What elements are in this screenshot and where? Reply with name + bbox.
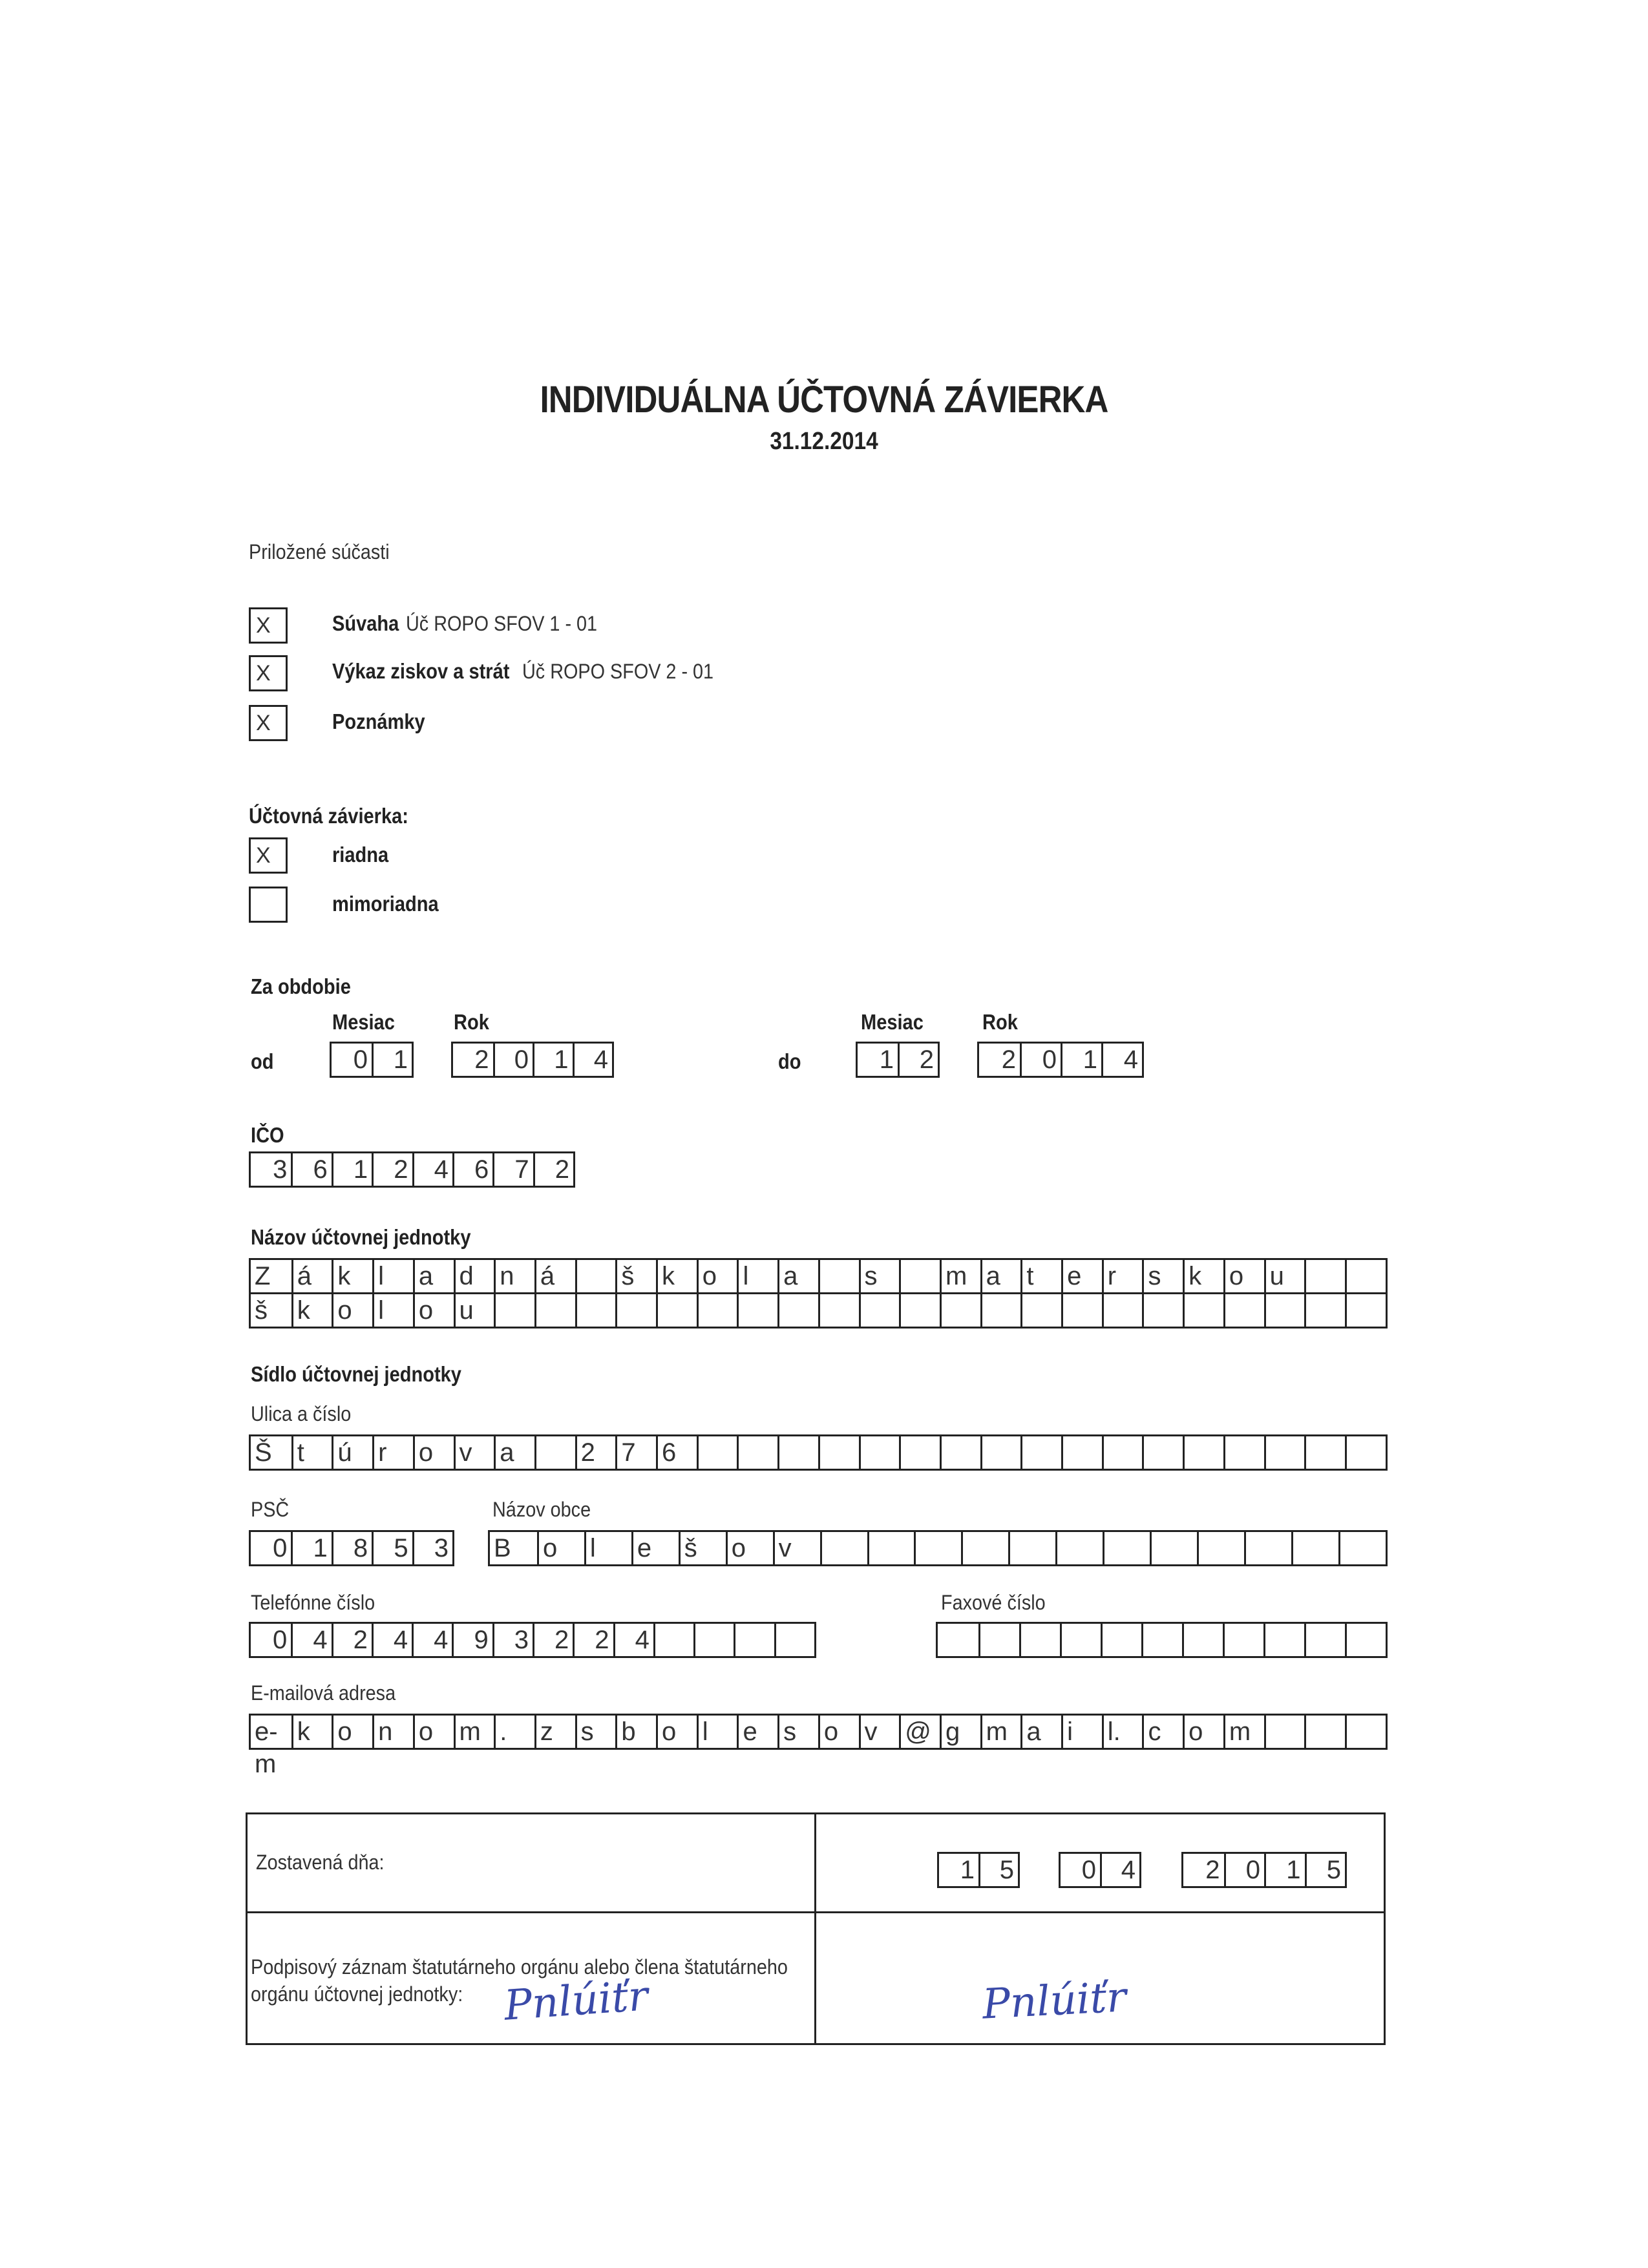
char-cell: ú [332,1436,372,1469]
char-cell [1103,1532,1150,1564]
from-month-field[interactable] [330,1042,414,1078]
document-date: 31.12.2014 [770,428,878,455]
attachment-vykaz [332,659,735,684]
street-field[interactable] [249,1434,1388,1471]
char-cell [1060,1624,1101,1656]
char-cell [734,1624,774,1656]
char-cell: 0 [273,1626,288,1654]
char-cell: a [1020,1716,1061,1748]
char-cell: n [494,1260,534,1292]
char-cell: e [631,1532,679,1564]
char-cell [1291,1532,1338,1564]
char-cell [653,1624,693,1656]
char-cell [859,1294,900,1327]
char-cell: m [1223,1716,1264,1748]
char-cell: l [372,1260,413,1292]
char-cell: s [1142,1260,1183,1292]
char-cell: t [1020,1260,1061,1292]
char-cell [899,1436,940,1469]
char-cell [1304,1260,1345,1292]
char-cell: 8 [332,1532,372,1564]
char-cell: 1 [1264,1854,1305,1886]
char-cell [774,1624,814,1656]
fax-field[interactable] [936,1622,1388,1658]
char-cell: 1 [1061,1044,1101,1076]
char-cell: 6 [452,1153,492,1186]
char-cell: a [494,1436,534,1469]
char-cell: 6 [291,1153,331,1186]
char-cell: z [534,1716,575,1748]
char-cell [1183,1436,1223,1469]
char-cell [534,1294,575,1327]
char-cell: 2 [1205,1856,1220,1884]
char-cell: 0 [1224,1854,1265,1886]
checkbox-vykaz[interactable]: X [249,655,288,691]
street-label: Ulica a číslo [251,1402,352,1425]
attachment-code: Úč ROPO SFOV 2 - 01 [522,660,714,683]
char-cell: r [1102,1260,1143,1292]
char-cell: m [980,1716,1021,1748]
char-cell [737,1436,777,1469]
char-cell [914,1532,961,1564]
char-cell: v [454,1436,494,1469]
char-cell: m [454,1716,494,1748]
char-cell: 2 [332,1624,372,1656]
char-cell: l [372,1294,413,1327]
char-cell: Š [255,1438,272,1467]
char-cell: 0 [1020,1044,1061,1076]
to-year-field[interactable] [977,1042,1144,1078]
char-cell: o [413,1294,454,1327]
signature-2: Pnlúiťr [981,1973,1128,2029]
char-cell [1264,1436,1305,1469]
char-cell [1345,1260,1386,1292]
char-cell: 3 [412,1532,452,1564]
char-cell: a [777,1260,818,1292]
char-cell: r [372,1436,413,1469]
char-cell [1101,1624,1141,1656]
char-cell [1142,1436,1183,1469]
char-cell: g [940,1716,980,1748]
city-field[interactable] [488,1530,1388,1566]
char-cell: d [454,1260,494,1292]
char-cell: š [615,1260,656,1292]
char-cell: l [697,1716,737,1748]
char-cell [1304,1436,1345,1469]
to-month-field[interactable] [856,1042,940,1078]
char-cell [1264,1294,1305,1327]
char-cell [1183,1294,1223,1327]
char-cell: á [291,1260,332,1292]
char-cell [1142,1294,1183,1327]
attachment-code: Úč ROPO SFOV 1 - 01 [405,612,597,635]
char-cell [820,1532,867,1564]
char-cell: k [1183,1260,1223,1292]
char-cell: o [413,1436,454,1469]
char-cell: 4 [613,1624,653,1656]
char-cell: 5 [372,1532,412,1564]
phone-label: Telefónne číslo [251,1591,375,1614]
char-cell [1019,1624,1060,1656]
char-cell: 2 [474,1045,489,1074]
char-cell: 5 [1305,1854,1346,1886]
char-cell [1020,1436,1061,1469]
char-cell: 3 [492,1624,533,1656]
unit-name-row-2[interactable] [249,1292,1388,1328]
psc-label: PSČ [251,1498,290,1521]
char-cell: 4 [412,1624,452,1656]
char-cell: k [332,1260,372,1292]
char-cell [697,1294,737,1327]
char-cell: 1 [291,1532,331,1564]
char-cell: 1 [533,1044,573,1076]
to-year-label: Rok [982,1010,1018,1034]
char-cell: 2 [533,1624,573,1656]
char-cell: 6 [656,1436,697,1469]
char-cell: e [737,1716,777,1748]
char-cell [1263,1624,1304,1656]
compiled-month-field[interactable] [1059,1852,1141,1888]
char-cell [818,1294,859,1327]
char-cell [867,1532,914,1564]
char-cell [575,1260,616,1292]
char-cell: 1 [332,1153,372,1186]
attachments-label: Priložené súčasti [249,540,390,563]
char-cell: s [777,1716,818,1748]
char-cell: 2 [575,1436,616,1469]
char-cell [737,1294,777,1327]
char-cell [1304,1624,1345,1656]
attachment-suvaha [332,611,618,636]
char-cell [899,1260,940,1292]
email-field[interactable] [249,1714,1388,1778]
signature-label-line-1: Podpisový záznam štatutárneho orgánu alebo člena štatutárneho [251,1955,788,1979]
char-cell [1223,1294,1264,1327]
char-cell: m [940,1260,980,1292]
from-label: od [251,1049,274,1073]
char-cell: k [291,1716,332,1748]
char-cell: 1 [960,1856,975,1884]
char-cell [980,1436,1021,1469]
char-cell [615,1294,656,1327]
char-cell: a [413,1260,454,1292]
signature-label-line-2: orgánu účtovnej jednotky: [251,1982,463,2006]
char-cell: 2 [533,1153,573,1186]
to-label: do [778,1049,801,1073]
char-cell: c [1142,1716,1183,1748]
char-cell: @ [899,1716,940,1748]
char-cell: 1 [372,1044,412,1076]
char-cell [938,1624,978,1656]
char-cell: o [413,1716,454,1748]
char-cell: o [1183,1716,1223,1748]
char-cell [1150,1532,1197,1564]
char-cell: o [818,1716,859,1748]
char-cell [1020,1294,1061,1327]
char-cell [1061,1294,1102,1327]
char-cell [1345,1716,1386,1748]
ico-label: IČO [251,1123,284,1147]
char-cell [1055,1532,1103,1564]
char-cell: e-m [255,1717,278,1778]
char-cell: š [255,1296,268,1325]
char-cell: l [737,1260,777,1292]
char-cell [494,1294,534,1327]
char-cell [1197,1532,1244,1564]
char-cell: k [291,1294,332,1327]
char-cell [1304,1716,1345,1748]
phone-field[interactable] [249,1622,816,1658]
char-cell [818,1436,859,1469]
char-cell: 4 [412,1153,452,1186]
char-cell: 7 [615,1436,656,1469]
char-cell [961,1532,1008,1564]
char-cell: 9 [452,1624,492,1656]
char-cell: l [584,1532,631,1564]
char-cell [1345,1436,1386,1469]
char-cell: o [1223,1260,1264,1292]
char-cell: a [980,1260,1021,1292]
char-cell [1102,1436,1143,1469]
char-cell: v [859,1716,900,1748]
char-cell [693,1624,734,1656]
option-riadna-label: riadna [332,843,389,866]
char-cell: o [537,1532,584,1564]
char-cell: 4 [1101,1044,1142,1076]
document-title: INDIVIDUÁLNA ÚČTOVNÁ ZÁVIERKA [540,379,1108,421]
char-cell: t [291,1436,332,1469]
statement-type-label: Účtovná závierka: [249,804,408,828]
char-cell: s [859,1260,900,1292]
char-cell: o [726,1532,773,1564]
ico-field[interactable] [249,1151,575,1188]
checkbox-riadna[interactable]: X [249,837,288,874]
char-cell: 0 [1081,1856,1096,1884]
char-cell: u [1264,1260,1305,1292]
char-cell [818,1260,859,1292]
from-month-label: Mesiac [332,1010,395,1034]
char-cell: 7 [492,1153,533,1186]
char-cell: 2 [573,1624,613,1656]
char-cell [1345,1624,1386,1656]
signature-1: Pnlúiťr [502,1972,650,2030]
attachment-name: Výkaz ziskov a strát [332,659,510,683]
char-cell: . [494,1716,534,1748]
psc-field[interactable] [249,1530,454,1566]
char-cell: 2 [1001,1045,1016,1074]
char-cell [1264,1716,1305,1748]
fax-label: Faxové číslo [941,1591,1046,1614]
char-cell: Z [255,1262,271,1290]
char-cell: 4 [291,1624,331,1656]
char-cell: š [679,1532,726,1564]
attachment-poznamky: Poznámky [332,709,425,733]
char-cell: 2 [898,1044,938,1076]
char-cell: b [615,1716,656,1748]
char-cell: n [372,1716,413,1748]
checkbox-poznamky[interactable]: X [249,705,288,741]
char-cell [940,1436,980,1469]
char-cell: l. [1102,1716,1143,1748]
char-cell [899,1294,940,1327]
char-cell: 2 [372,1153,412,1186]
char-cell [777,1294,818,1327]
period-label: Za obdobie [251,974,351,998]
char-cell [978,1624,1019,1656]
char-cell [1102,1294,1143,1327]
compiled-year-field[interactable] [1181,1852,1347,1888]
checkbox-suvaha[interactable]: X [249,607,288,644]
char-cell: 0 [353,1045,368,1074]
char-cell: 4 [372,1624,412,1656]
char-cell [575,1294,616,1327]
char-cell: o [697,1260,737,1292]
char-cell [1304,1294,1345,1327]
char-cell [1061,1436,1102,1469]
checkbox-mimoriadna[interactable] [249,887,288,923]
char-cell [1223,1624,1263,1656]
char-cell: B [494,1534,511,1562]
from-year-label: Rok [454,1010,489,1034]
char-cell: 4 [573,1044,613,1076]
char-cell: 1 [879,1045,894,1074]
char-cell: s [575,1716,616,1748]
char-cell [940,1294,980,1327]
unit-name-label: Názov účtovnej jednotky [251,1225,471,1249]
char-cell [1008,1532,1055,1564]
char-cell: k [656,1260,697,1292]
email-label: E-mailová adresa [251,1681,396,1705]
from-year-field[interactable] [451,1042,614,1078]
char-cell: á [534,1260,575,1292]
char-cell [1182,1624,1223,1656]
char-cell: o [656,1716,697,1748]
char-cell: v [773,1532,820,1564]
char-cell [1345,1294,1386,1327]
signature-table-divider [814,1812,816,2045]
city-label: Názov obce [492,1498,591,1521]
char-cell: 3 [273,1155,288,1184]
char-cell: 0 [273,1534,288,1562]
option-mimoriadna-label: mimoriadna [332,892,439,916]
char-cell [1141,1624,1182,1656]
char-cell: e [1061,1260,1102,1292]
to-month-label: Mesiac [861,1010,924,1034]
char-cell: 4 [1100,1854,1139,1886]
char-cell: u [454,1294,494,1327]
attachment-name: Súvaha [332,611,399,635]
char-cell [1338,1532,1386,1564]
compiled-label: Zostavená dňa: [256,1851,385,1874]
char-cell [534,1436,575,1469]
char-cell: i [1061,1716,1102,1748]
unit-name-row-1[interactable] [249,1258,1388,1294]
char-cell [697,1436,737,1469]
signature-table-row-divider [246,1911,1386,1913]
seat-label: Sídlo účtovnej jednotky [251,1362,461,1386]
char-cell: o [332,1716,372,1748]
char-cell [656,1294,697,1327]
char-cell [1223,1436,1264,1469]
char-cell [777,1436,818,1469]
char-cell [980,1294,1021,1327]
char-cell: 5 [978,1854,1018,1886]
compiled-day-field[interactable] [937,1852,1020,1888]
char-cell: 0 [493,1044,533,1076]
char-cell [859,1436,900,1469]
char-cell: o [332,1294,372,1327]
char-cell [1244,1532,1291,1564]
